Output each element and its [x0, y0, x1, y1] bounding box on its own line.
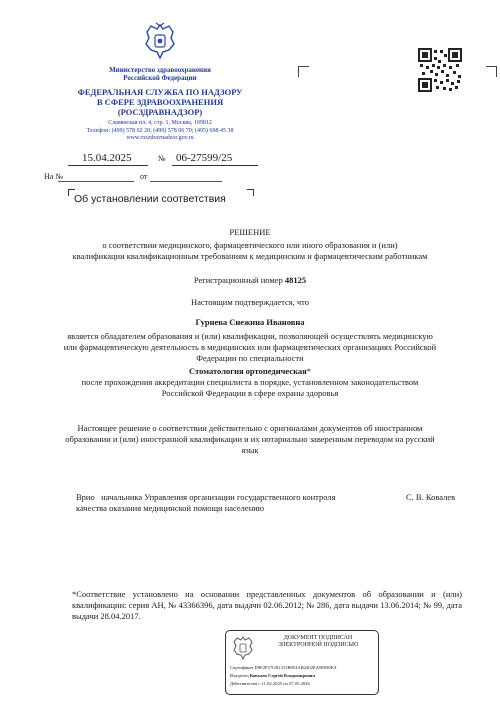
person-name: Гурнева Снежина Ивановна — [195, 317, 305, 327]
ref-underline — [58, 181, 134, 182]
corner-bracket — [486, 66, 497, 77]
confirms-text: Настоящим подтверждается, что — [190, 297, 310, 307]
coat-of-arms-icon — [232, 635, 254, 661]
decision-subtitle: квалификации квалификационным требованиям к медицинским и фармацевтическим работникам — [72, 251, 428, 261]
agency-line: В СФЕРЕ ЗДРАВООХРАНЕНИЯ — [96, 97, 224, 107]
document-subject: Об установлении соответствия — [74, 193, 226, 205]
address-line: Телефон: (499) 578 02 20; (499) 578 06 70; (495) 698 45 38 — [86, 127, 234, 134]
ministry-line: Российской Федерации — [123, 74, 197, 82]
agency-line: (РОСЗДРАВНАДЗОР) — [117, 107, 203, 117]
stamp-header-line: ДОКУМЕНТ ПОДПИСАН — [283, 635, 353, 641]
qualification-paragraph: является обладателем образования и (или) квалификации, позволяющей осуществлять медицинскую или фармацевтическую деятельность в медицинских или фармацевтических организациях Российской Федерации по специальности — [63, 331, 437, 363]
agency-address — [40, 120, 280, 143]
stamp-header — [262, 635, 374, 649]
website-link[interactable]: www.roszdravnadzor.gov.ru — [126, 135, 194, 141]
ministry-name — [60, 66, 260, 82]
reference-row — [44, 172, 254, 184]
number-sign: № — [158, 154, 166, 163]
agency-line: ФЕДЕРАЛЬНАЯ СЛУЖБА ПО НАДЗОРУ — [77, 87, 243, 97]
signatory-name: С. В. Ковалев — [406, 492, 456, 502]
owner-label: Владелец — [230, 673, 249, 678]
qr-code-icon — [418, 48, 462, 92]
footnote-mark: * — [306, 366, 311, 376]
signatory-position — [76, 492, 376, 514]
reg-value: 48125 — [284, 275, 307, 285]
address-line: Славянская пл. 4, стр. 1, Москва, 109012 — [108, 120, 212, 126]
registration-number — [0, 275, 500, 286]
document-number: 06-27599/25 — [176, 152, 233, 164]
certificate-line: Сертификат D9F2F57CB1313B854AB2402EA98930EA — [230, 665, 337, 670]
from-label: от — [140, 172, 148, 181]
accreditation-paragraph: после прохождения аккредитации специалиста в порядке, установленном законодательством Российской Федерации в сфере охраны здоровья — [81, 377, 419, 398]
reg-label: Регистрационный номер — [193, 275, 283, 285]
owner-line — [230, 673, 315, 679]
ref-label: На № — [44, 172, 63, 181]
specialty-name: Стоматология ортопедическая — [189, 366, 307, 376]
corner-bracket — [298, 66, 309, 77]
footnote: *Соответствие установлено на основании представленных документов об образовании и (или) квалификации: серия АН, № 43366396, дата выдачи 02.06.2012; № 286, дата выдачи 13.06.2014; № 99, дата выдачи 28.04.2017. — [72, 589, 462, 621]
registration-row — [68, 152, 258, 166]
from-underline — [150, 181, 222, 182]
ministry-line: Министерство здравоохранения — [109, 66, 211, 74]
position-line: Врио начальника Управления организации государственного контроля — [76, 492, 336, 502]
validity-line: Действителен с 11.02.2025 по 07.05.2026 — [230, 681, 310, 686]
number-underline — [172, 165, 258, 166]
decision-title: РЕШЕНИЕ — [229, 227, 271, 237]
position-line: качества оказания медицинской помощи населению — [76, 503, 265, 513]
decision-subtitle: о соответствии медицинского, фармацевтического или иного образования и (или) — [102, 240, 398, 250]
specialty — [0, 366, 500, 377]
validity-paragraph: Настоящее решение о соответствии действительно с оригиналами документов об иностранном образовании и (или) иностранной квалификации и их нотариально заверенным переводом на русский язык — [65, 423, 435, 455]
document-date: 15.04.2025 — [82, 152, 132, 164]
e-signature-stamp — [225, 630, 379, 695]
date-underline — [68, 165, 148, 166]
agency-name — [40, 87, 280, 117]
owner-name: Ковалев Сергей Владимирович — [249, 673, 316, 678]
coat-of-arms-icon — [143, 22, 177, 62]
stamp-header-line: ЭЛЕКТРОННОЙ ПОДПИСЬЮ — [277, 642, 359, 648]
